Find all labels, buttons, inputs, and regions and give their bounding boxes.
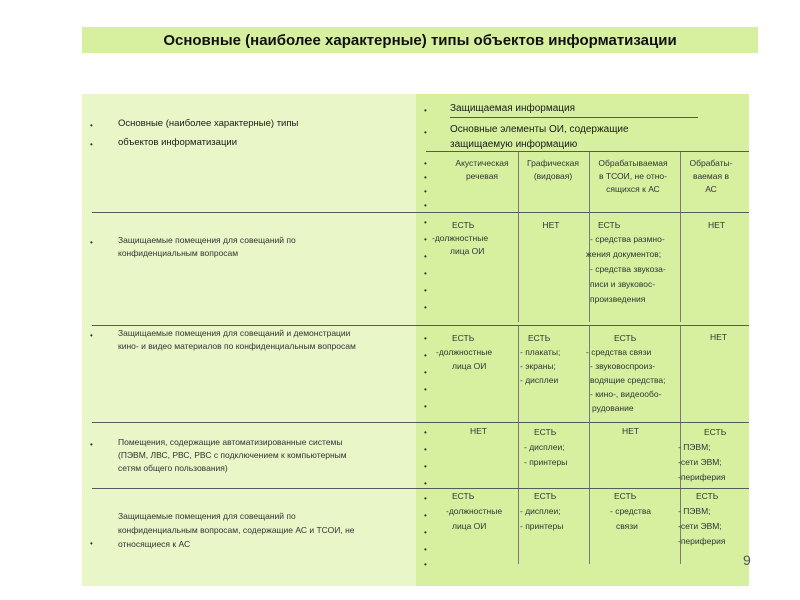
cell-value: -сети ЭВМ; xyxy=(678,457,722,467)
row4-tsoi xyxy=(600,489,651,534)
bullet-marker: • xyxy=(424,128,427,137)
cell-value: - дисплеи; xyxy=(520,506,561,516)
column-divider xyxy=(680,326,681,422)
bullet-marker: • xyxy=(424,351,427,360)
bullet-marker: • xyxy=(424,201,427,210)
bullet-marker: • xyxy=(90,331,93,340)
bullet-marker: • xyxy=(424,462,427,471)
row1-as xyxy=(708,219,725,232)
row-label-line: кино- и видео материалов по конфиденциальным вопросам xyxy=(118,341,356,351)
bullet-marker: • xyxy=(90,238,93,247)
bullet-marker: • xyxy=(90,440,93,449)
column-divider xyxy=(680,212,681,322)
cell-value: ЕСТЬ xyxy=(696,491,719,501)
column-header-graphic xyxy=(518,157,588,183)
cell-value: связи xyxy=(616,521,638,531)
cell-value: -периферия xyxy=(678,472,726,482)
bullet-marker: • xyxy=(424,494,427,503)
cell-value: -должностные xyxy=(436,347,493,357)
column-header-acoustic xyxy=(446,157,518,183)
bullet-marker: • xyxy=(424,218,427,227)
row1-acoustic xyxy=(432,219,488,258)
right-header-line1: Защищаемая информация xyxy=(450,103,576,114)
bullet-marker: • xyxy=(424,173,427,182)
cell-value: ЕСТЬ xyxy=(452,220,475,230)
cell-value: -сети ЭВМ; xyxy=(678,521,722,531)
row2-as xyxy=(710,331,727,344)
cell-value: - средства связи xyxy=(586,347,652,357)
cell-value: - принтеры xyxy=(524,457,568,467)
header-divider xyxy=(426,151,749,152)
header-underline xyxy=(450,117,698,118)
row-label-line: Защищаемые помещения для совещаний и демонстрации xyxy=(118,328,351,338)
bullet-marker: • xyxy=(424,479,427,488)
column-header-line: (видовая) xyxy=(533,171,573,181)
bullet-marker: • xyxy=(424,445,427,454)
row4-as xyxy=(678,489,725,549)
column-header-line: Обрабатываемая xyxy=(598,158,668,168)
cell-value: - средства xyxy=(610,506,651,516)
left-header-line2: объектов информатизации xyxy=(118,137,238,148)
row-label-line: (ПЭВМ, ЛВС, РВС, РВС с подключением к компьютерным xyxy=(118,450,347,460)
cell-value: - звуковоспроиз- xyxy=(590,361,656,371)
row1-graphic xyxy=(518,219,584,232)
row-label-line: сетям общего пользования) xyxy=(118,463,228,473)
row-divider xyxy=(92,212,749,213)
cell-value: НЕТ xyxy=(470,426,487,436)
column-divider xyxy=(518,422,519,488)
column-divider xyxy=(680,152,681,212)
cell-value: рудование xyxy=(592,403,634,413)
bullet-marker: • xyxy=(424,303,427,312)
cell-value: ЕСТЬ xyxy=(534,491,557,501)
cell-value: - экраны; xyxy=(520,361,556,371)
bullet-marker: • xyxy=(424,334,427,343)
row4-acoustic xyxy=(446,489,502,534)
row2-tsoi xyxy=(586,331,665,415)
cell-value: ЕСТЬ xyxy=(534,427,557,437)
column-header-as xyxy=(680,157,742,196)
cell-value: ЕСТЬ xyxy=(598,220,621,230)
bullet-marker: • xyxy=(424,159,427,168)
right-header-line2: Основные элементы ОИ, содержащие xyxy=(450,124,629,135)
cell-value: писи и звуковос- xyxy=(590,279,656,289)
bullet-marker: • xyxy=(424,269,427,278)
column-header-line: речевая xyxy=(465,171,499,181)
column-header-line: Графическая xyxy=(527,158,579,168)
cell-value: ЕСТЬ xyxy=(452,333,475,343)
cell-value: -периферия xyxy=(678,536,726,546)
row1-tsoi xyxy=(586,219,666,307)
cell-value: - дисплеи xyxy=(520,375,559,385)
bullet-marker: • xyxy=(424,545,427,554)
row2-graphic xyxy=(520,331,560,387)
row3-tsoi xyxy=(622,425,639,438)
cell-value: -должностные xyxy=(432,233,489,243)
column-divider xyxy=(518,152,519,212)
row-label-1 xyxy=(118,234,296,260)
row4-graphic xyxy=(520,489,563,534)
column-header-line: в ТСОИ, не отно- xyxy=(599,171,667,181)
row-divider xyxy=(92,422,749,423)
bullet-marker: • xyxy=(424,286,427,295)
row-label-line: Помещения, содержащие автоматизированные системы xyxy=(118,437,343,447)
bullet-marker: • xyxy=(424,511,427,520)
cell-value: - кино-, видеообо- xyxy=(590,389,662,399)
cell-value: лица ОИ xyxy=(452,361,487,371)
cell-value: жения документов; xyxy=(586,249,662,259)
column-divider xyxy=(518,326,519,422)
bullet-marker: • xyxy=(424,235,427,244)
cell-value: ЕСТЬ xyxy=(452,491,475,501)
bullet-marker: • xyxy=(424,402,427,411)
bullet-marker: • xyxy=(424,428,427,437)
column-header-line: АС xyxy=(705,184,717,194)
row3-graphic xyxy=(524,425,567,470)
bullet-marker: • xyxy=(424,560,427,569)
column-divider xyxy=(589,488,590,564)
bullet-marker: • xyxy=(424,528,427,537)
row-label-line: конфиденциальным вопросам, содержащие АС и ТСОИ, не xyxy=(118,525,355,535)
cell-value: - средства звукоза- xyxy=(590,264,666,274)
column-header-tsoi xyxy=(590,157,676,196)
cell-value: НЕТ xyxy=(708,220,725,230)
column-divider xyxy=(589,422,590,488)
row-label-2 xyxy=(118,327,356,353)
bullet-marker: • xyxy=(424,368,427,377)
column-divider xyxy=(518,488,519,564)
cell-value: - плакаты; xyxy=(520,347,561,357)
cell-value: НЕТ xyxy=(542,220,560,230)
page-number: 9 xyxy=(743,552,751,568)
row3-as xyxy=(678,425,726,485)
column-divider xyxy=(589,152,590,212)
row-divider xyxy=(92,325,749,326)
bullet-marker: • xyxy=(424,187,427,196)
column-header-line: сящихся к АС xyxy=(606,184,660,194)
cell-value: лица ОИ xyxy=(452,521,487,531)
cell-value: НЕТ xyxy=(710,332,727,342)
row-label-line: относящиеся к АС xyxy=(118,539,191,549)
row-label-4 xyxy=(118,509,355,551)
cell-value: - средства размно- xyxy=(590,234,665,244)
slide-title-bar xyxy=(82,27,758,53)
left-header-line1: Основные (наиболее характерные) типы xyxy=(118,118,299,129)
cell-value: - принтеры xyxy=(520,521,564,531)
cell-value: - ПЭВМ; xyxy=(678,442,711,452)
cell-value: произведения xyxy=(590,294,646,304)
row-label-line: Защищаемые помещения для совещаний по xyxy=(118,511,296,521)
bullet-marker: • xyxy=(424,252,427,261)
right-header-line3: защищаемую информацию xyxy=(450,139,578,150)
cell-value: ЕСТЬ xyxy=(704,427,727,437)
cell-value: - ПЭВМ; xyxy=(678,506,711,516)
cell-value: водящие средства; xyxy=(590,375,666,385)
row2-acoustic xyxy=(436,331,492,373)
bullet-marker: • xyxy=(424,106,427,115)
row-label-line: конфиденциальным вопросам xyxy=(118,248,239,258)
bullet-marker: • xyxy=(90,539,93,548)
column-header-line: Акустическая xyxy=(455,158,509,168)
row-label-3 xyxy=(118,436,347,475)
cell-value: ЕСТЬ xyxy=(614,333,637,343)
cell-value: ЕСТЬ xyxy=(614,491,637,501)
row-label-line: Защищаемые помещения для совещаний по xyxy=(118,235,296,245)
bullet-marker: • xyxy=(90,140,93,149)
cell-value: НЕТ xyxy=(622,426,639,436)
bullet-marker: • xyxy=(424,385,427,394)
cell-value: лица ОИ xyxy=(450,246,485,256)
row3-acoustic xyxy=(470,425,487,438)
cell-value: ЕСТЬ xyxy=(528,333,551,343)
column-header-line: ваемая в xyxy=(693,171,729,181)
cell-value: - дисплеи; xyxy=(524,442,565,452)
column-header-line: Обрабаты- xyxy=(689,158,733,168)
bullet-marker: • xyxy=(90,121,93,130)
cell-value: -должностные xyxy=(446,506,503,516)
slide-title: Основные (наиболее характерные) типы объектов информатизации xyxy=(163,31,677,49)
